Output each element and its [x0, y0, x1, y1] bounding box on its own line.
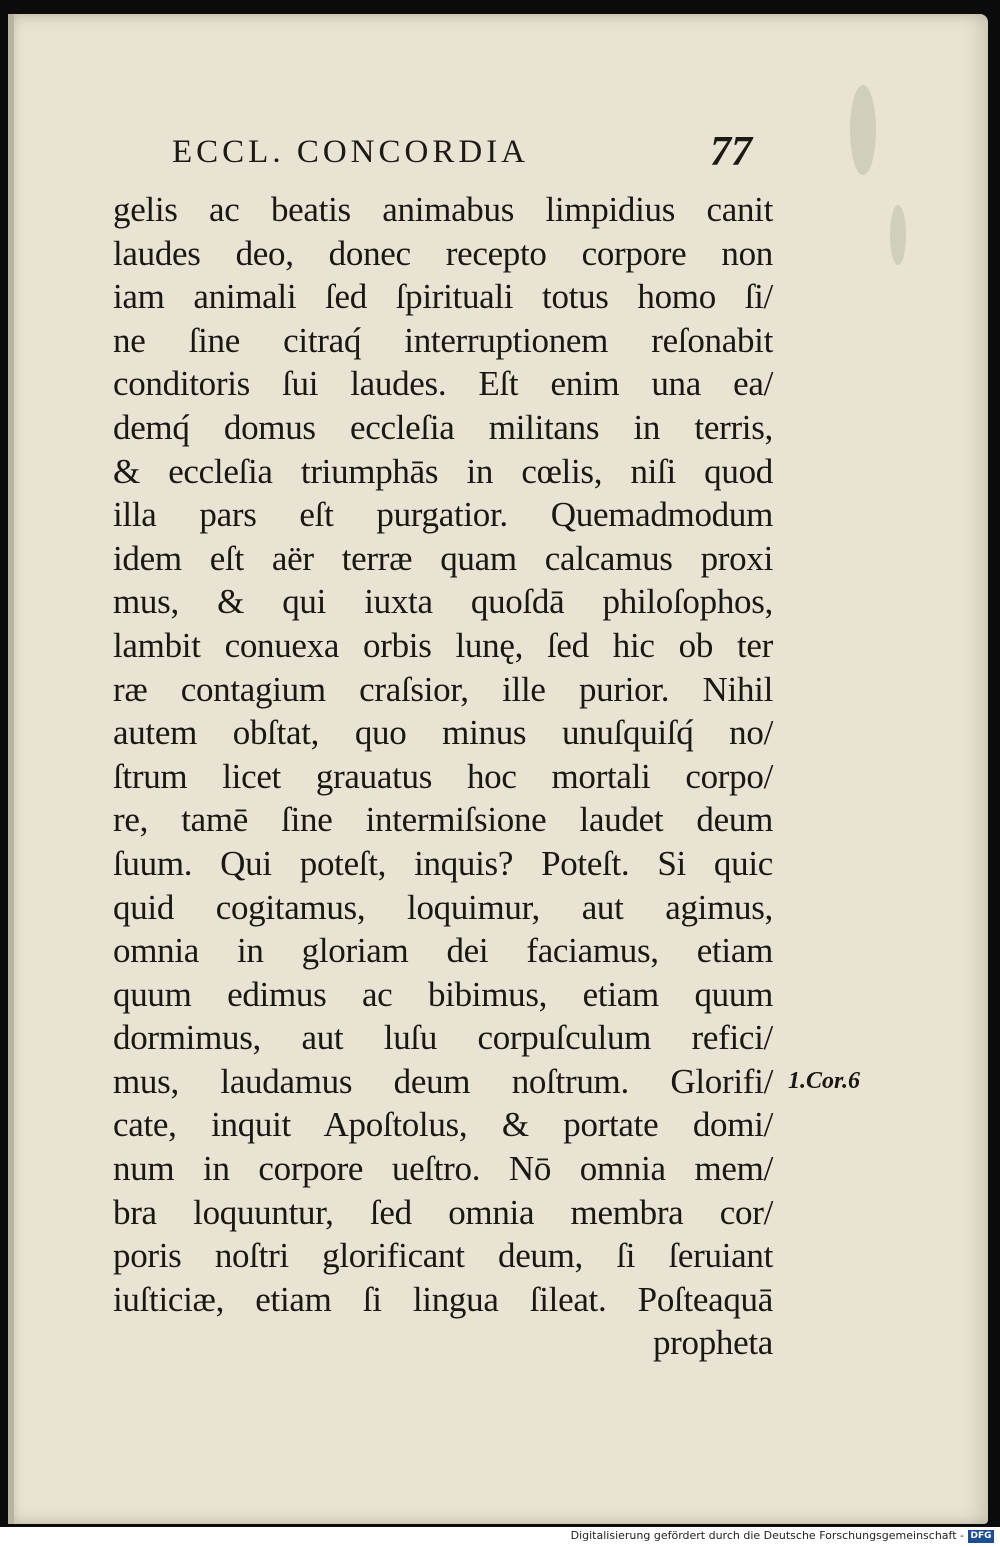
text-line: ſtrum licet grauatus hoc mortali corpo/ [113, 756, 773, 796]
page-header [0, 128, 1000, 178]
text-line: ræ contagium craſsior, ille purior. Nihil [113, 669, 773, 709]
text-line: ſuum. Qui poteſt, inquis? Poteſt. Si quic [113, 843, 773, 883]
text-line: bra loquuntur, ſed omnia membra cor/ [113, 1192, 773, 1232]
text-line: conditoris ſui laudes. Eſt enim una ea/ [113, 364, 773, 404]
text-line: idem eſt aër terræ quam calcamus proxi [113, 538, 773, 578]
funding-credit: Digitalisierung gefördert durch die Deutsche Forschungsgemeinschaft - [570, 1529, 964, 1542]
text-line: num in corpore ueſtro. Nō omnia mem/ [113, 1149, 773, 1189]
text-line: mus, & qui iuxta quoſdā philoſophos, [113, 582, 773, 622]
text-line: poris noſtri glorificant deum, ſi ſeruiant [113, 1236, 773, 1276]
text-line: mus, laudamus deum noſtrum. Glorifi/ [113, 1061, 773, 1101]
text-line: ne ſine citraq́ interruptionem reſonabit [113, 320, 773, 360]
page-gutter-edge [8, 14, 14, 1524]
body-text [113, 188, 773, 1365]
text-line: laudes deo, donec recepto corpore non [113, 233, 773, 273]
text-line: gelis ac beatis animabus limpidius canit [113, 190, 773, 229]
text-line: & eccleſia triumphās in cœlis, niſi quod [113, 451, 773, 491]
text-line: autem obſtat, quo minus unuſquiſq́ no/ [113, 713, 773, 753]
text-line: illa pars eſt purgatior. Quemadmodum [113, 495, 773, 535]
marginal-note: 1.Cor.6 [788, 1068, 861, 1094]
text-line: demq́ domus eccleſia militans in terris, [113, 407, 773, 447]
catchword: propheta [652, 1323, 773, 1363]
text-line: dormimus, aut luſu corpuſculum refici/ [113, 1018, 773, 1058]
text-line: cate, inquit Apoſtolus, & portate domi/ [113, 1105, 773, 1145]
text-line: omnia in gloriam dei faciamus, etiam [113, 931, 773, 971]
dfg-logo-icon: DFG [968, 1530, 994, 1543]
text-line: re, tamē ſine intermiſsione laudet deum [113, 800, 773, 840]
text-line: iam animali ſed ſpirituali totus homo ſi/ [113, 277, 773, 317]
page-number: 77 [710, 129, 752, 175]
footer-bar [0, 1527, 1000, 1547]
text-line: lambit conuexa orbis lunę, ſed hic ob ter [113, 625, 773, 665]
text-line: quid cogitamus, loquimur, aut agimus, [113, 887, 773, 927]
text-line: iuſticiæ, etiam ſi lingua ſileat. Poſteaquā [113, 1279, 773, 1319]
text-line: quum edimus ac bibimus, etiam quum [113, 974, 773, 1014]
page-stain [890, 205, 906, 265]
running-head: ECCL. CONCORDIA [172, 134, 530, 170]
